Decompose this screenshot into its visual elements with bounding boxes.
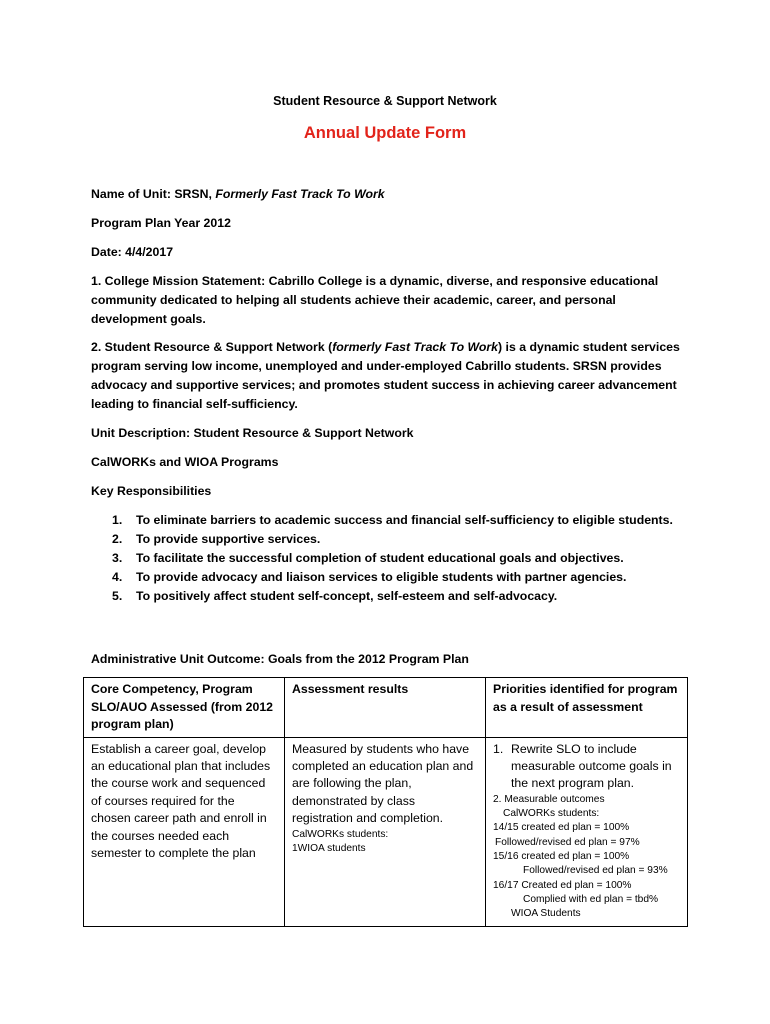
program-plan-year: Program Plan Year 2012 xyxy=(91,216,231,230)
p-1415-created: 14/15 created ed plan = 100% xyxy=(493,822,630,834)
srsn-intro: 2. Student Resource & Support Network ( xyxy=(91,340,333,354)
unit-name-former: Formerly Fast Track To Work xyxy=(215,187,385,201)
programs: CalWORKs and WIOA Programs xyxy=(91,455,279,469)
srsn-former-name: formerly Fast Track To Work xyxy=(332,340,499,354)
form-title: Annual Update Form xyxy=(303,124,467,142)
column-header-priorities: Priorities identified for program as a result of assessment xyxy=(486,678,688,738)
column-header-competency: Core Competency, Program SLO/AUO Assessed (from 2012 program plan) xyxy=(84,678,285,738)
p-1617-created: 16/17 Created ed plan = 100% xyxy=(493,879,632,891)
assessment-wioa: 1WIOA students xyxy=(292,842,366,854)
assessment-main: Measured by students who have completed an education plan and are following the plan, demonstrated by class registration and completion. xyxy=(292,741,474,826)
p-1516-followed: Followed/revised ed plan = 93% xyxy=(523,865,668,877)
list-item: 5. To positively affect student self-concept, self-esteem and self-advocacy. xyxy=(112,589,558,603)
column-header-assessment: Assessment results xyxy=(285,678,486,738)
p-1617-complied: Complied with ed plan = tbd% xyxy=(523,893,659,905)
list-item: 1. To eliminate barriers to academic success and financial self-sufficiency to eligible students. xyxy=(112,513,673,527)
table-row xyxy=(84,737,688,927)
unit-description: Unit Description: Student Resource & Support Network xyxy=(91,426,414,440)
date: Date: 4/4/2017 xyxy=(91,245,174,259)
org-title: Student Resource & Support Network xyxy=(273,94,497,108)
srsn-rest: ) is a dynamic student services program serving low income, unemployed and under-employed Cabrillo students. SRSN provides advocacy and supportive services; and promotes student success in achieving career advancement leading to financial self-sufficiency. xyxy=(91,340,680,411)
priority-1: 1. Rewrite SLO to include measurable outcome goals in the next program plan. xyxy=(493,741,672,791)
unit-name-label: Name of Unit: SRSN, xyxy=(91,187,216,201)
table-header-row xyxy=(84,678,688,738)
assessment-cell xyxy=(285,737,486,927)
p-1415-followed: Followed/revised ed plan = 97% xyxy=(495,836,640,848)
assessment-calworks: CalWORKs students: xyxy=(292,828,389,840)
unit-name xyxy=(91,185,691,204)
responsibilities-list xyxy=(112,511,673,606)
outcome-table xyxy=(83,677,688,927)
srsn-description xyxy=(91,338,691,414)
wioa-label: WIOA Students xyxy=(511,908,581,920)
p-1516-created: 15/16 created ed plan = 100% xyxy=(493,850,630,862)
list-item: 2. To provide supportive services. xyxy=(112,532,321,546)
priority-2: 2. Measurable outcomes xyxy=(493,793,605,805)
list-item: 3. To facilitate the successful completion of student educational goals and objectives. xyxy=(112,551,624,565)
competency-cell: Establish a career goal, develop an educational plan that includes the course work and sequenced of courses required for the chosen career path and enroll in the courses needed each semester to complete the plan xyxy=(84,737,285,927)
mission-statement: 1. College Mission Statement: Cabrillo College is a dynamic, diverse, and responsive educational community dedicated to helping all students achieve their academic, career, and personal development goals. xyxy=(91,274,659,326)
key-responsibilities-label: Key Responsibilities xyxy=(91,484,212,498)
outcome-heading: Administrative Unit Outcome: Goals from the 2012 Program Plan xyxy=(91,652,469,666)
priorities-cell xyxy=(486,737,688,927)
calworks-label: CalWORKs students: xyxy=(503,808,600,820)
list-item: 4. To provide advocacy and liaison services to eligible students with partner agencies. xyxy=(112,570,627,584)
